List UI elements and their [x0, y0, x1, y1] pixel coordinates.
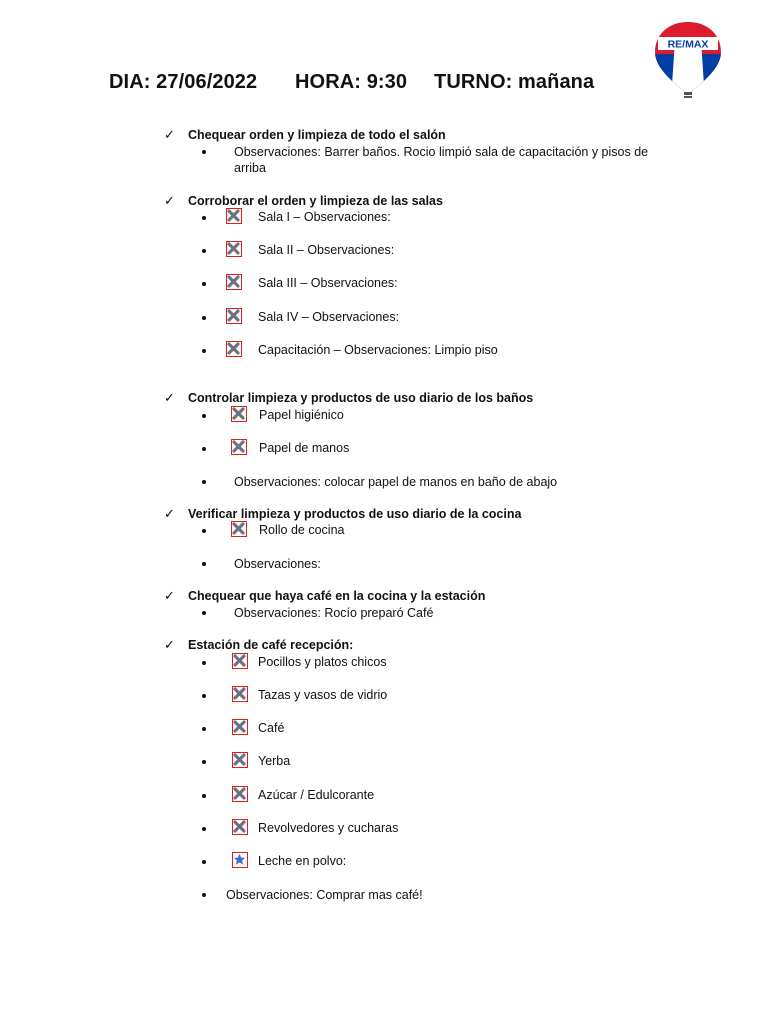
header — [109, 71, 595, 94]
check-icon: ✓ — [164, 506, 175, 521]
bullet-icon — [202, 529, 206, 533]
check-icon: ✓ — [164, 127, 175, 142]
section-4-title: ✓ Verificar limpieza y productos de uso diario de la cocina — [164, 506, 522, 521]
bullet-icon — [202, 893, 206, 897]
bullet-icon — [202, 414, 206, 418]
bullet-icon — [202, 860, 206, 864]
checkbox-icon[interactable] — [226, 241, 242, 257]
bullet-icon — [202, 480, 206, 484]
date-label: DIA: 27/06/2022 — [109, 71, 258, 93]
bullet-icon — [202, 447, 206, 451]
checkbox-icon[interactable] — [232, 786, 248, 802]
checkbox-icon[interactable] — [231, 439, 247, 455]
bullet-icon — [202, 282, 206, 286]
checkbox-icon[interactable] — [232, 653, 248, 669]
shift-label: TURNO: mañana — [434, 71, 595, 93]
check-icon: ✓ — [164, 193, 175, 208]
section-1-title: ✓ Chequear orden y limpieza de todo el salón — [164, 127, 446, 142]
bullet-icon — [202, 611, 206, 615]
remax-balloon-logo — [653, 20, 723, 100]
checkbox-icon[interactable] — [232, 752, 248, 768]
checkbox-icon[interactable] — [226, 308, 242, 324]
bullet-icon — [202, 661, 206, 665]
checkbox-icon[interactable] — [226, 208, 242, 224]
bullet-icon — [202, 349, 206, 353]
checkbox-icon[interactable] — [231, 521, 247, 537]
section-2-title: ✓ Corroborar el orden y limpieza de las salas — [164, 193, 443, 208]
check-icon: ✓ — [164, 588, 175, 603]
bullet-icon — [202, 216, 206, 220]
bullet-icon — [202, 794, 206, 798]
bullet-icon — [202, 316, 206, 320]
checkbox-icon[interactable] — [226, 274, 242, 290]
bullet-icon — [202, 150, 206, 154]
bullet-icon — [202, 827, 206, 831]
time-label: HORA: 9:30 — [295, 71, 408, 93]
checkbox-star-icon[interactable] — [232, 852, 248, 868]
bullet-icon — [202, 249, 206, 253]
checkbox-icon[interactable] — [232, 819, 248, 835]
section-6-title: ✓ Estación de café recepción: — [164, 637, 354, 652]
checkbox-icon[interactable] — [231, 406, 247, 422]
bullet-icon — [202, 727, 206, 731]
checkbox-icon[interactable] — [232, 686, 248, 702]
bullet-icon — [202, 562, 206, 566]
bullet-icon — [202, 760, 206, 764]
bullet-icon — [202, 694, 206, 698]
section-5-title: ✓ Chequear que haya café en la cocina y la estación — [164, 588, 486, 603]
section-3-title: ✓ Controlar limpieza y productos de uso diario de los baños — [164, 390, 534, 405]
check-icon: ✓ — [164, 637, 175, 652]
check-icon: ✓ — [164, 390, 175, 405]
logo-text: RE/MAX — [667, 38, 709, 51]
checkbox-icon[interactable] — [226, 341, 242, 357]
checkbox-icon[interactable] — [232, 719, 248, 735]
